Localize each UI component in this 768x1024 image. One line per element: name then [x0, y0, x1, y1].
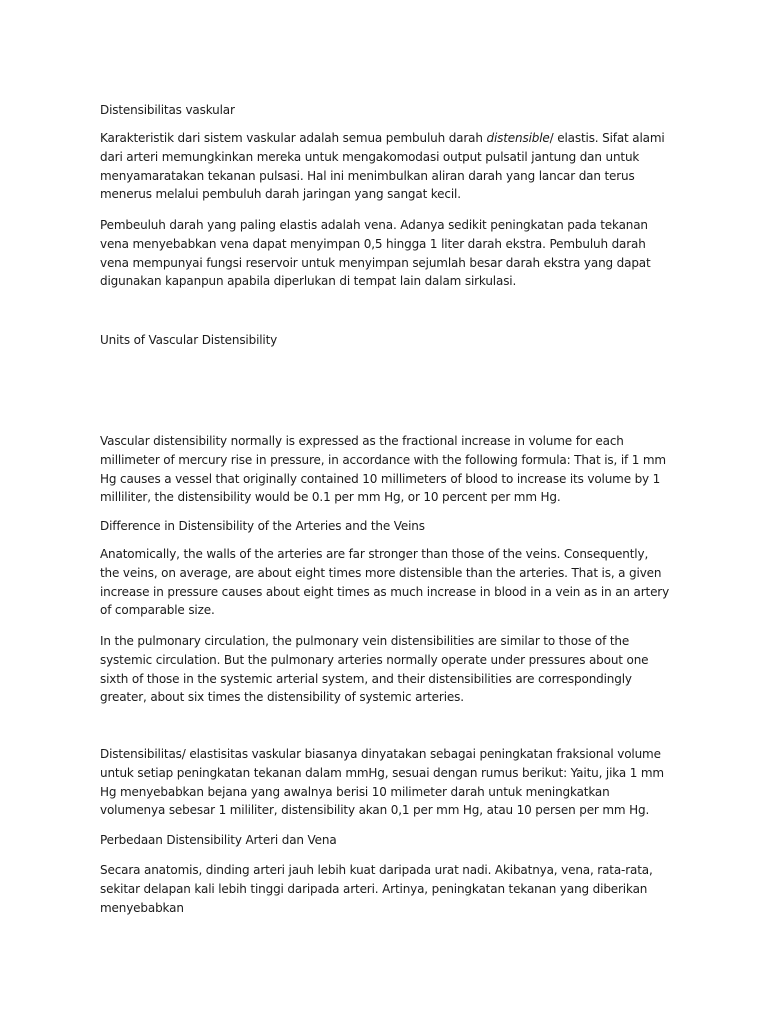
paragraph-pembuluh-darah-vena: Pembeuluh darah yang paling elastis adalah vena. Adanya sedikit peningkatan pada tekanan vena menyebabkan vena dapat menyimpan 0,5 hingga 1 liter darah ekstra. Pembuluh darah vena mempunyai fungsi reservoir untuk menyimpan sejumlah besar darah ekstra yang dapat digunakan kapanpun apabila diperlukan di tempat lain dalam sirkulasi. [100, 218, 651, 289]
paragraph-vascular-distensibility-formula: Vascular distensibility normally is expressed as the fractional increase in volume for each millimeter of mercury rise in pressure, in accordance with the following formula: That is, if 1 mm Hg causes a vessel that originally contained 10 millimeters of blood to increase its volume by 1 milliliter, the distensibility would be 0.1 per mm Hg, or 10 percent per mm Hg. [100, 434, 666, 505]
heading-difference-arteries-veins: Difference in Distensibility of the Arteries and the Veins [100, 519, 425, 533]
italic-term-distensible: distensible [486, 131, 550, 145]
heading-perbedaan-distensibility: Perbedaan Distensibility Arteri dan Vena [100, 833, 337, 847]
paragraph-karakteristik [100, 129, 670, 204]
heading-distensibilitas-vaskular: Distensibilitas vaskular [100, 103, 235, 117]
paragraph-karakteristik-text-1: Karakteristik dari sistem vaskular adalah semua pembuluh darah [100, 131, 487, 145]
paragraph-karakteristik-text-2: / elastis. Sifat alami dari arteri memungkinkan mereka untuk mengakomodasi output pulsatil jantung dan untuk menyamaratakan tekanan pulsasi. Hal ini menimbulkan aliran darah yang lancar dan terus menerus melalui pembuluh darah jaringan yang sangat kecil. [100, 131, 665, 202]
heading-units-of-vascular-distensibility: Units of Vascular Distensibility [100, 333, 278, 347]
paragraph-pulmonary-circulation: In the pulmonary circulation, the pulmonary vein distensibilities are similar to those of the systemic circulation. But the pulmonary arteries normally operate under pressures about one sixth of those in the systemic arterial system, and their distensibilities are correspondingly greater, about six times the distensibility of systemic arteries. [100, 634, 649, 705]
paragraph-anatomically: Anatomically, the walls of the arteries are far stronger than those of the veins. Consequently, the veins, on average, are about eight times more distensible than the arteries. That is, a given increase in pressure causes about eight times as much increase in blood in a vein as in an artery of comparable size. [100, 547, 670, 618]
paragraph-secara-anatomis: Secara anatomis, dinding arteri jauh lebih kuat daripada urat nadi. Akibatnya, vena, rata-rata, sekitar delapan kali lebih tinggi daripada arteri. Artinya, peningkatan tekanan yang diberikan menyebabkan [100, 863, 653, 915]
paragraph-distensibilitas-elastisitas: Distensibilitas/ elastisitas vaskular biasanya dinyatakan sebagai peningkatan fraksional volume untuk setiap peningkatan tekanan dalam mmHg, sesuai dengan rumus berikut: Yaitu, jika 1 mm Hg menyebabkan bejana yang awalnya berisi 10 milimeter darah untuk meningkatkan volumenya sebesar 1 mililiter, distensibility akan 0,1 per mm Hg, atau 10 persen per mm Hg. [100, 747, 664, 818]
